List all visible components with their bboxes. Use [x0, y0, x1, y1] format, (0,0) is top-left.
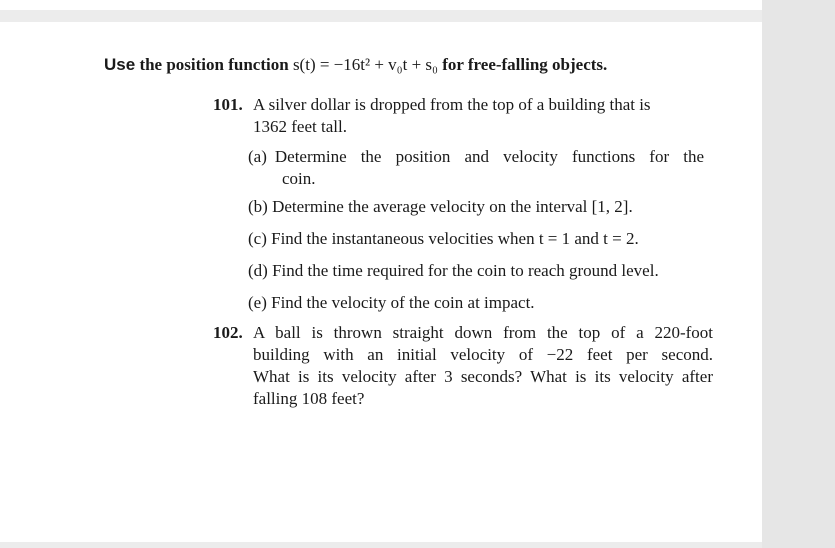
problem-text-line: falling 108 feet? — [253, 389, 365, 408]
problem-statement — [253, 94, 713, 138]
part-text: Find the time required for the coin to reach ground level. — [272, 261, 659, 280]
problem-number: 102. — [213, 323, 243, 342]
part-text: Find the velocity of the coin at impact. — [271, 293, 535, 312]
part-label: (c) — [248, 229, 267, 248]
part-text-line: coin. — [282, 169, 316, 188]
problem-text-line: A silver dollar is dropped from the top of a building that is — [253, 95, 651, 114]
instruction-heading — [104, 55, 607, 75]
problem-text-line: What is its velocity after 3 seconds? What is its velocity after — [253, 367, 713, 386]
position-function-formula: s(t) = −16t² + v₀t + s₀ — [292, 55, 438, 74]
problem-101 — [213, 94, 713, 138]
problem-102 — [213, 322, 713, 410]
problem-text-line: A ball is thrown straight down from the top of a 220-foot — [253, 323, 713, 342]
problem-statement — [253, 322, 713, 410]
problem-text-line: 1362 feet tall. — [253, 117, 347, 136]
part-label: (e) — [248, 293, 267, 312]
problem-text-line: building with an initial velocity of −22 feet per second. — [253, 345, 713, 364]
part-d — [248, 260, 659, 282]
top-strip — [0, 0, 835, 10]
instruction-text-1: the position function — [139, 55, 289, 74]
part-label: (d) — [248, 261, 268, 280]
right-side-panel — [762, 0, 835, 548]
part-e — [248, 292, 535, 314]
part-label: (b) — [248, 197, 268, 216]
part-c — [248, 228, 639, 250]
part-label: (a) — [248, 147, 267, 166]
part-text: Determine the average velocity on the interval [1, 2]. — [272, 197, 633, 216]
part-b — [248, 196, 633, 218]
part-a — [248, 146, 704, 190]
part-text: Find the instantaneous velocities when t = 1 and t = 2. — [271, 229, 639, 248]
instruction-prefix: Use — [104, 55, 136, 74]
part-text-line: Determine the position and velocity functions for the — [274, 147, 704, 166]
problem-number: 101. — [213, 95, 243, 114]
instruction-text-2: for free-falling objects. — [442, 55, 608, 74]
